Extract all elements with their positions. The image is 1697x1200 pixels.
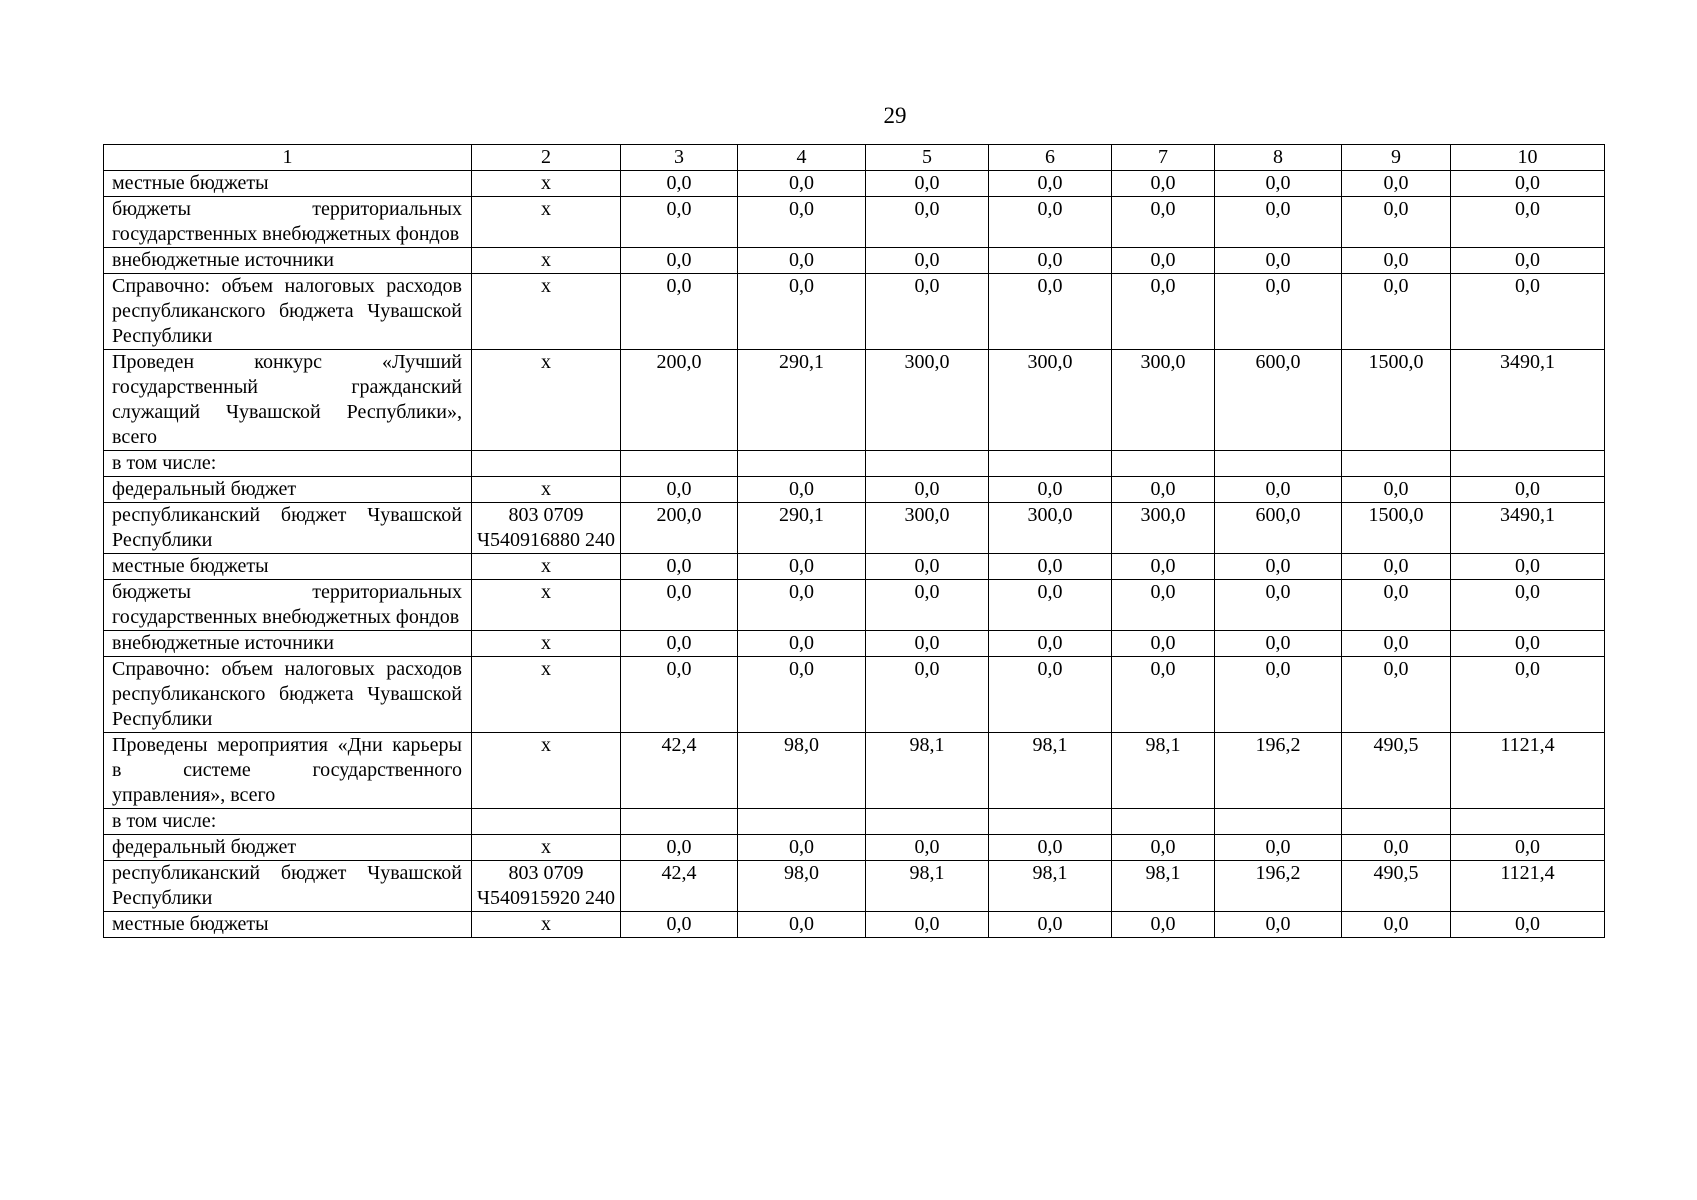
value-cell: 196,2 <box>1215 733 1342 809</box>
value-cell: 0,0 <box>1342 477 1451 503</box>
budget-code-cell: х <box>472 274 621 350</box>
value-cell: 0,0 <box>866 554 989 580</box>
table-row <box>104 503 1605 554</box>
budget-code-cell: 803 0709 Ч540916880 240 <box>472 503 621 554</box>
row-name-cell: Справочно: объем налоговых расходов республиканского бюджета Чувашской Республики <box>104 274 472 350</box>
budget-code-cell <box>472 809 621 835</box>
value-cell: 0,0 <box>1215 912 1342 938</box>
budget-code-cell: х <box>472 248 621 274</box>
value-cell: 490,5 <box>1342 861 1451 912</box>
table-row <box>104 554 1605 580</box>
value-cell <box>738 451 866 477</box>
budget-code-cell: х <box>472 477 621 503</box>
value-cell: 0,0 <box>989 274 1112 350</box>
value-cell: 0,0 <box>621 197 738 248</box>
row-name-cell: республиканский бюджет Чувашской Республики <box>104 503 472 554</box>
value-cell: 1121,4 <box>1451 733 1605 809</box>
budget-code-cell: х <box>472 733 621 809</box>
budget-code-cell: х <box>472 912 621 938</box>
value-cell: 0,0 <box>621 248 738 274</box>
value-cell: 0,0 <box>1215 580 1342 631</box>
value-cell: 300,0 <box>866 503 989 554</box>
value-cell: 98,0 <box>738 733 866 809</box>
value-cell: 200,0 <box>621 503 738 554</box>
value-cell: 300,0 <box>1112 350 1215 451</box>
value-cell: 0,0 <box>989 197 1112 248</box>
row-name-cell: федеральный бюджет <box>104 477 472 503</box>
value-cell: 0,0 <box>1112 657 1215 733</box>
value-cell: 0,0 <box>621 477 738 503</box>
value-cell: 0,0 <box>989 477 1112 503</box>
table-row <box>104 835 1605 861</box>
value-cell: 0,0 <box>738 554 866 580</box>
header-row <box>104 145 1605 171</box>
value-cell: 490,5 <box>1342 733 1451 809</box>
value-cell: 600,0 <box>1215 350 1342 451</box>
value-cell <box>1112 451 1215 477</box>
value-cell <box>1112 809 1215 835</box>
value-cell <box>1451 809 1605 835</box>
value-cell: 0,0 <box>1112 912 1215 938</box>
value-cell: 0,0 <box>738 248 866 274</box>
table-row <box>104 248 1605 274</box>
value-cell: 0,0 <box>1112 197 1215 248</box>
row-name-cell: местные бюджеты <box>104 554 472 580</box>
row-name-cell: в том числе: <box>104 809 472 835</box>
value-cell: 0,0 <box>1451 477 1605 503</box>
value-cell: 0,0 <box>738 197 866 248</box>
value-cell: 290,1 <box>738 350 866 451</box>
value-cell: 0,0 <box>1215 835 1342 861</box>
value-cell: 196,2 <box>1215 861 1342 912</box>
table-row <box>104 733 1605 809</box>
value-cell: 300,0 <box>989 350 1112 451</box>
value-cell: 0,0 <box>1451 197 1605 248</box>
budget-code-cell: х <box>472 350 621 451</box>
value-cell: 0,0 <box>989 835 1112 861</box>
column-number: 7 <box>1112 145 1215 171</box>
budget-code-cell: 803 0709 Ч540915920 240 <box>472 861 621 912</box>
value-cell: 0,0 <box>866 477 989 503</box>
value-cell: 0,0 <box>738 912 866 938</box>
table-row <box>104 274 1605 350</box>
table-row <box>104 197 1605 248</box>
value-cell: 98,0 <box>738 861 866 912</box>
value-cell: 0,0 <box>1342 274 1451 350</box>
budget-code-cell: х <box>472 197 621 248</box>
row-name-cell: республиканский бюджет Чувашской Республики <box>104 861 472 912</box>
row-name-cell: местные бюджеты <box>104 171 472 197</box>
value-cell: 0,0 <box>1451 248 1605 274</box>
value-cell: 300,0 <box>989 503 1112 554</box>
value-cell: 0,0 <box>866 248 989 274</box>
value-cell: 0,0 <box>866 631 989 657</box>
budget-code-cell: х <box>472 835 621 861</box>
value-cell: 1500,0 <box>1342 350 1451 451</box>
value-cell: 290,1 <box>738 503 866 554</box>
value-cell: 0,0 <box>738 631 866 657</box>
table-row <box>104 580 1605 631</box>
value-cell: 0,0 <box>1215 554 1342 580</box>
value-cell: 1500,0 <box>1342 503 1451 554</box>
row-name-cell: в том числе: <box>104 451 472 477</box>
value-cell: 0,0 <box>1451 835 1605 861</box>
value-cell: 0,0 <box>738 171 866 197</box>
budget-code-cell: х <box>472 657 621 733</box>
value-cell: 0,0 <box>1342 835 1451 861</box>
table-row <box>104 912 1605 938</box>
value-cell: 300,0 <box>1112 503 1215 554</box>
value-cell: 0,0 <box>1112 631 1215 657</box>
value-cell: 0,0 <box>866 274 989 350</box>
value-cell: 0,0 <box>1112 274 1215 350</box>
budget-code-cell: х <box>472 580 621 631</box>
value-cell: 0,0 <box>1451 657 1605 733</box>
value-cell: 0,0 <box>989 912 1112 938</box>
value-cell <box>621 451 738 477</box>
value-cell: 1121,4 <box>1451 861 1605 912</box>
column-number: 9 <box>1342 145 1451 171</box>
row-name-cell: Проведен конкурс «Лучший государственный гражданский служащий Чувашской Республики», всего <box>104 350 472 451</box>
value-cell <box>1215 809 1342 835</box>
value-cell: 0,0 <box>1112 554 1215 580</box>
value-cell <box>1451 451 1605 477</box>
table-body <box>104 145 1605 938</box>
column-number: 6 <box>989 145 1112 171</box>
value-cell <box>866 809 989 835</box>
value-cell: 0,0 <box>621 274 738 350</box>
value-cell: 0,0 <box>621 580 738 631</box>
value-cell: 0,0 <box>1342 631 1451 657</box>
value-cell: 0,0 <box>1112 171 1215 197</box>
value-cell: 0,0 <box>866 197 989 248</box>
budget-code-cell: х <box>472 171 621 197</box>
value-cell: 0,0 <box>1342 580 1451 631</box>
value-cell: 98,1 <box>1112 733 1215 809</box>
table-row <box>104 657 1605 733</box>
value-cell: 0,0 <box>1215 274 1342 350</box>
value-cell: 0,0 <box>738 657 866 733</box>
row-name-cell: Справочно: объем налоговых расходов республиканского бюджета Чувашской Республики <box>104 657 472 733</box>
value-cell: 42,4 <box>621 861 738 912</box>
value-cell <box>1215 451 1342 477</box>
column-number: 8 <box>1215 145 1342 171</box>
value-cell <box>621 809 738 835</box>
column-number: 1 <box>104 145 472 171</box>
page-number: 29 <box>883 103 907 128</box>
budget-code-cell: х <box>472 631 621 657</box>
value-cell: 0,0 <box>1342 171 1451 197</box>
table-row <box>104 477 1605 503</box>
value-cell: 0,0 <box>1215 657 1342 733</box>
value-cell: 0,0 <box>1342 554 1451 580</box>
value-cell: 600,0 <box>1215 503 1342 554</box>
value-cell: 42,4 <box>621 733 738 809</box>
value-cell: 0,0 <box>1112 477 1215 503</box>
value-cell: 3490,1 <box>1451 503 1605 554</box>
value-cell: 0,0 <box>738 580 866 631</box>
table-row <box>104 631 1605 657</box>
value-cell: 0,0 <box>989 554 1112 580</box>
value-cell: 0,0 <box>1451 171 1605 197</box>
value-cell: 98,1 <box>866 861 989 912</box>
value-cell <box>1342 451 1451 477</box>
value-cell: 0,0 <box>738 835 866 861</box>
budget-table <box>103 144 1605 938</box>
value-cell: 0,0 <box>621 631 738 657</box>
row-name-cell: внебюджетные источники <box>104 631 472 657</box>
table-row <box>104 350 1605 451</box>
value-cell: 200,0 <box>621 350 738 451</box>
column-number: 3 <box>621 145 738 171</box>
value-cell: 0,0 <box>1342 912 1451 938</box>
value-cell: 0,0 <box>1342 248 1451 274</box>
value-cell: 0,0 <box>1215 631 1342 657</box>
value-cell: 0,0 <box>866 171 989 197</box>
row-name-cell: федеральный бюджет <box>104 835 472 861</box>
row-name-cell: местные бюджеты <box>104 912 472 938</box>
value-cell: 0,0 <box>621 835 738 861</box>
value-cell: 0,0 <box>989 657 1112 733</box>
value-cell: 0,0 <box>866 835 989 861</box>
value-cell: 0,0 <box>1112 248 1215 274</box>
table-row <box>104 171 1605 197</box>
value-cell: 0,0 <box>738 477 866 503</box>
value-cell <box>738 809 866 835</box>
value-cell: 0,0 <box>1112 580 1215 631</box>
value-cell: 0,0 <box>1342 657 1451 733</box>
value-cell: 0,0 <box>866 912 989 938</box>
value-cell: 0,0 <box>866 580 989 631</box>
value-cell: 0,0 <box>989 631 1112 657</box>
value-cell: 0,0 <box>621 554 738 580</box>
row-name-cell: внебюджетные источники <box>104 248 472 274</box>
column-number: 4 <box>738 145 866 171</box>
value-cell: 0,0 <box>1215 171 1342 197</box>
value-cell: 0,0 <box>1451 580 1605 631</box>
value-cell: 0,0 <box>1451 554 1605 580</box>
value-cell: 0,0 <box>989 580 1112 631</box>
value-cell: 0,0 <box>989 248 1112 274</box>
column-number: 2 <box>472 145 621 171</box>
value-cell: 3490,1 <box>1451 350 1605 451</box>
budget-code-cell: х <box>472 554 621 580</box>
budget-code-cell <box>472 451 621 477</box>
value-cell: 0,0 <box>989 171 1112 197</box>
value-cell: 0,0 <box>1112 835 1215 861</box>
value-cell <box>989 451 1112 477</box>
value-cell: 0,0 <box>1215 197 1342 248</box>
row-name-cell: бюджеты территориальных государственных внебюджетных фондов <box>104 197 472 248</box>
value-cell: 0,0 <box>621 171 738 197</box>
table-row <box>104 451 1605 477</box>
value-cell: 300,0 <box>866 350 989 451</box>
value-cell: 98,1 <box>989 733 1112 809</box>
value-cell: 0,0 <box>738 274 866 350</box>
value-cell: 0,0 <box>1215 248 1342 274</box>
value-cell: 98,1 <box>989 861 1112 912</box>
row-name-cell: бюджеты территориальных государственных внебюджетных фондов <box>104 580 472 631</box>
table-row <box>104 809 1605 835</box>
value-cell <box>989 809 1112 835</box>
value-cell: 0,0 <box>866 657 989 733</box>
value-cell <box>866 451 989 477</box>
value-cell: 0,0 <box>1342 197 1451 248</box>
value-cell: 0,0 <box>621 912 738 938</box>
value-cell: 0,0 <box>1451 274 1605 350</box>
value-cell: 98,1 <box>866 733 989 809</box>
value-cell: 98,1 <box>1112 861 1215 912</box>
value-cell: 0,0 <box>1215 477 1342 503</box>
column-number: 10 <box>1451 145 1605 171</box>
column-number: 5 <box>866 145 989 171</box>
row-name-cell: Проведены мероприятия «Дни карьеры в системе государственного управления», всего <box>104 733 472 809</box>
value-cell: 0,0 <box>621 657 738 733</box>
table-row <box>104 861 1605 912</box>
value-cell: 0,0 <box>1451 912 1605 938</box>
value-cell: 0,0 <box>1451 631 1605 657</box>
value-cell <box>1342 809 1451 835</box>
